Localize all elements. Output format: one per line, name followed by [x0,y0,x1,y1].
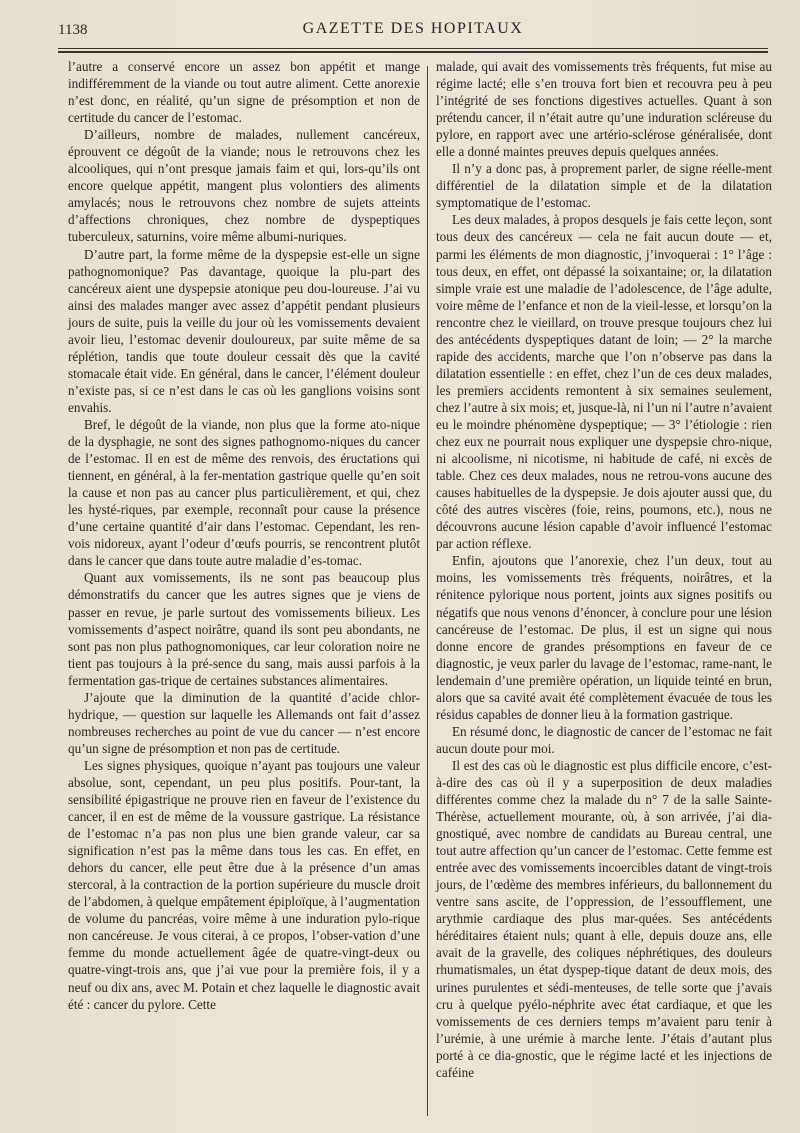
running-title: GAZETTE DES HOPITAUX [302,20,524,37]
left-paragraph-7: Les signes physiques, quoique n’ayant pas toujours une valeur absolue, sont, cependant, un peu plus positifs. Pour-tant, la sensibilité épigastrique ne prouve rien en faveur de l’existence du cancer, il en est de même de la voussure gastrique. La résistance de l’estomac n’a pas non plus une bien grande valeur, car sa signification n’est pas la même dans tous les cas. En effet, en dehors du cancer, elle peut être due à la présence d’un amas stercoral, à la contraction de la portion supérieure du muscle droit de l’abdomen, à quelque empâtement épiploïque, à l’augmentation de volume du pancréas, voire même à une induration pylo-rique non cancéreuse. Je vous citerai, à ce propos, l’obser-vation d’une femme du monde actuellement âgée de quatre-vingt-deux ou quatre-vingt-trois ans, que j’ai vue pour la première fois, il y a neuf ou dix ans, avec M. Potain et chez laquelle le diagnostic avait été : cancer du pylore. Cette [68,757,420,1012]
page-header [58,18,768,42]
left-paragraph-6: J’ajoute que la diminution de la quantité d’acide chlor-hydrique, — question sur laquelle les Allemands ont fait d’assez nombreuses recherches au point de vue du cancer — n’est encore qu’un signe de présomption et non pas de certitude. [68,689,420,756]
left-paragraph-2: D’ailleurs, nombre de malades, nullement cancéreux, éprouvent ce dégoût de la viande; nous le retrouvons chez les alcooliques, qui n’ont presque jamais faim et qui, lors-qu’ils ont encore quelque appétit, mangent plus volontiers des aliments amylacés; nous le retrouvons chez nombre de sujets atteints d’affections chroniques, chez nombre de dyspeptiques tuberculeux, saturnins, voire même albumi-nuriques. [68,127,420,245]
header-rule-thick [58,51,768,53]
left-paragraph-3: D’autre part, la forme même de la dyspepsie est-elle un signe pathognomonique? Pas davantage, quoique la plu-part des cancéreux aient une dyspepsie atonique peu dou-loureuse. J’ai vu ainsi des malades manger avec assez d’appétit pendant plusieurs jours de suite, puis la veille du jour où les vomissements devaient avoir lieu, l’estomac devenir douloureux, par suite même de sa réplétion, tandis que toute douleur cessait dès que la cavité stomacale était vide. En général, dans le cancer, l’élément douleur n’existe pas, si ce n’est dans le cas où les ganglions voisins sont envahis. [68,246,420,415]
right-paragraph-2: Il n’y a donc pas, à proprement parler, de signe réelle-ment différentiel de la dilatation simple et de la dilatation symptomatique de l’estomac. [436,161,772,211]
right-paragraph-3: Les deux malades, à propos desquels je fais cette leçon, sont tous deux des cancéreux — cela ne fait aucun doute — et, parmi les éléments de mon diagnostic, j’invoquerai : 1° l’âge : tous deux, en effet, ont dépassé la soixantaine; or, la dilatation simple vraie est une maladie de l’adolescence, de l’âge adulte, voire même de l’enfance et non de la vieil-lesse, et lorsqu’on la rencontre chez le vieillard, on trouve presque toujours chez lui des antécédents dyspeptiques datant de loin; — 2° la marche rapide des accidents, marche que l’on n’observe pas dans la dilatation essentielle : en effet, chez l’un de ces deux malades, les premiers accidents remontent à six semaines seulement, chez l’autre à six mois; et, jusque-là, ni l’un ni l’autre n’avaient eu le moindre phénomène dyspeptique; — 3° l’étiologie : rien chez eux ne pourrait nous expliquer une dyspepsie chro-nique, ni alcoolisme, ni nicotisme, ni habitude de café, ni excès de table. Chez ces deux malades, nous ne retrou-vons aucune des causes habituelles de la dyspepsie. Je dois ajouter aussi que, du côté des autres viscères (foie, reins, poumons, etc.), nous ne découvrons aucune lésion capable d’avoir influencé l’estomac par action réflexe. [436,212,772,552]
right-column [436,58,772,1081]
right-paragraph-6: Il est des cas où le diagnostic est plus difficile encore, c’est-à-dire des cas où il y a superposition de deux maladies différentes comme chez la malade du n° 7 de la salle Sainte-Thérèse, actuellement mourante, où, à son arrivée, j’ai dia-gnostiqué, avec nombre de candidats au Bureau central, une tout autre affection qu’un cancer de l’estomac. Cette femme est entrée avec des vomissements incoercibles datant de vingt-trois jours, de l’œdème des membres inférieurs, du ballonnement du ventre sans ascite, de l’oppression, de l’essoufflement, une arythmie cardiaque des plus mar-quées. Ses antécédents héréditaires étaient nuls; quant à elle, depuis douze ans, elle avait de la gravelle, des coliques néphrétiques, des douleurs rhumatismales, un état dyspep-tique datant de deux mois, des urines purulentes et sédi-menteuses, de telle sorte que j’avais cru à quelque pyélo-néphrite avec état cardiaque, et que les vomissements de ces derniers temps m’avaient paru tenir à l’urémie, à une urémie à marche lente. J’étais d’autant plus porté à ce dia-gnostic, que le régime lacté et les injections de caféine [436,757,772,1080]
left-paragraph-4: Bref, le dégoût de la viande, non plus que la forme ato-nique de la dysphagie, ne sont des signes pathognomo-niques du cancer de l’estomac. Il en est de même des renvois, des éructations qui tiennent, en général, à la fer-mentation gastrique quelle qu’en soit la cause et non pas au cancer plus particulièrement, et qui, chez les hysté-riques, par exemple, reconnaît pour cause la présence d’une certaine quantité d’air dans l’estomac. Cependant, les ren-vois nidoreux, ayant l’odeur d’œufs pourris, se rencontrent plutôt dans le cancer que dans toute autre maladie d’es-tomac. [68,416,420,569]
page-number: 1138 [58,22,88,38]
right-paragraph-5: En résumé donc, le diagnostic de cancer de l’estomac ne fait aucun doute pour moi. [436,723,772,756]
header-rule-thin [58,48,768,49]
right-paragraph-1: malade, qui avait des vomissements très fréquents, fut mise au régime lacté; elle s’en trouva fort bien et recouvra peu à peu l’intégrité de ses fonctions digestives actuelles. Quant à son prétendu cancer, il n’était autre qu’une induration scléreuse du pylore, en rapport avec une artério-sclérose généralisée, dont elle a donné maintes preuves depuis quelques années. [436,59,772,160]
left-column [68,58,420,1013]
left-paragraph-1: l’autre a conservé encore un assez bon appétit et mange indifféremment de la viande ou tout autre aliment. Cette anorexie n’est donc, en réalité, qu’un signe de présomption et non de certitude du cancer de l’estomac. [68,59,420,126]
column-divider [427,66,428,1116]
left-paragraph-5: Quant aux vomissements, ils ne sont pas beaucoup plus démonstratifs du cancer que les autres signes que je viens de passer en revue, je parle surtout des vomissements bilieux. Les vomissements d’aspect noirâtre, quand ils sont peu abondants, ne sont pas non plus pathognomoniques, car leur coloration noire ne tient pas toujours à la pré-sence du sang, mais aussi parfois à la fermentation gas-trique de certaines substances alimentaires. [68,570,420,688]
right-paragraph-4: Enfin, ajoutons que l’anorexie, chez l’un deux, tout au moins, les vomissements très fréquents, noirâtres, et la rénitence pylorique nous portent, joints aux signes positifs ou négatifs que nous venons d’énoncer, à conclure pour une lésion cancéreuse de l’estomac. De plus, il est un signe qui nous donne encore de grandes présomptions en faveur de ce diagnostic, je veux parler du lavage de l’estomac, rame-nant, le lendemain d’une première opération, un liquide teinté en brun, alors que sa cavité avait été complètement évacuée de tous les résidus capables de donner lieu à la formation gastrique. [436,553,772,722]
